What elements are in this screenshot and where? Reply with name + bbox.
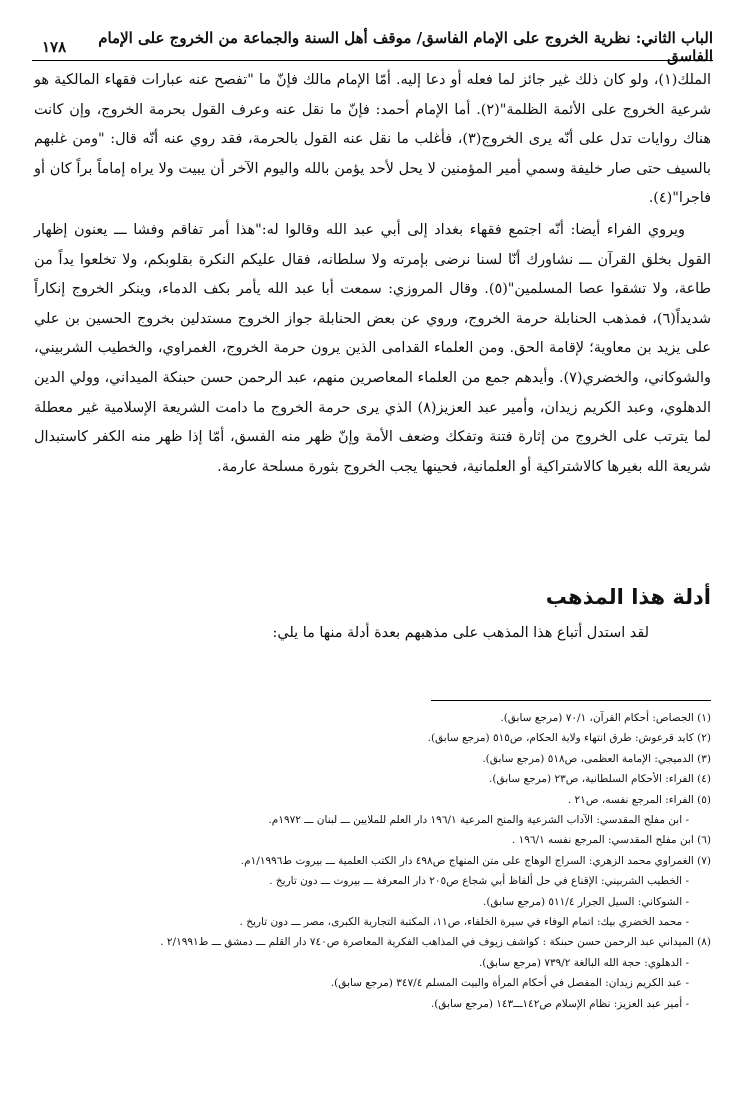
footnote: (٣) الدميجي: الإمامة العظمى، ص٥١٨ (مرجع سابق). [482,752,711,765]
footnote-separator [431,700,711,701]
footnote: (٧) الغمراوي محمد الزهري: السراج الوهاج على متن المنهاج ص٤٩٨ دار الكتب العلمية ـــ بيروت ط١/١٩٩٦م. [240,854,711,867]
footnote: - أمير عبد العزيز: نظام الإسلام ص١٤٢ـــ١٤٣ (مرجع سابق). [430,997,689,1010]
footnote: - الشوكاني: السيل الجرار ٥١١/٤ (مرجع سابق). [483,895,689,908]
running-title: الباب الثاني: نظرية الخروج على الإمام الفاسق/ موقف أهل السنة والجماعة من الخروج على الإمام الفاسق [98,29,713,65]
footnote: - ابن مفلح المقدسي: الآداب الشرعية والمنح المرعية ١٩٦/١ دار العلم للملايين ـــ لبنان ـــ ١٩٧٢م. [268,814,689,827]
footnotes [40,708,711,1014]
paragraph-1: الملك(١)، ولو كان ذلك غير جائز لما فعله أو دعا إليه. أمّا الإمام مالك فإنّ ما "تفصح عنه عبارات فقهاء المالكية هو شرعية الخروج على الأئمة الظلمة"(٢). أما الإمام أحمد: فإنّ ما نقل عنه وعرف القول بحرمة الخروج، وإن كانت هناك روايات تدل على أنّه يرى الخروج(٣)، فأغلب ما نقل عنه القول بالحرمة، فقد روي عنه أنّه قال: "ومن غلبهم بالسيف حتى صار خليفة وسمي أمير المؤمنين لا يحل لأحد يؤمن بالله واليوم الآخر أن يبيت ولا يراه إماماً براً كان أو فاجرا"(٤). [34,72,711,207]
footnote: - الخطيب الشربيني: الإقناع في حل ألفاظ أبي شجاع ص٢٠٥ دار المعرفة ـــ بيروت ـــ دون تاريخ . [269,875,689,888]
section-intro: لقد استدل أتباع هذا المذهب على مذهبهم بعدة أدلة منها ما يلي: [272,625,649,641]
section-heading: أدلة هذا المذهب [545,585,711,609]
footnote: (٥) الفراء: المرجع نفسه، ص٢١ . [567,793,711,806]
footnote: (٦) ابن مفلح المقدسي: المرجع نفسه ١٩٦/١ . [511,834,711,847]
header-rule [32,60,713,61]
footnote: - الدهلوي: حجة الله البالغة ٧٣٩/٢ (مرجع سابق). [478,956,689,969]
page-number: ١٧٨ [42,38,67,56]
body-text [34,66,711,482]
footnote: (١) الجصاص: أحكام القرآن، ٧٠/١ (مرجع سابق). [500,712,711,724]
page-header [32,29,713,65]
paragraph-2: ويروي الفراء أيضا: أنّه اجتمع فقهاء بغداد إلى أبي عبد الله وقالوا له:"هذا أمر تفاقم وفشا ـــ يعنون إظهار القول بخلق القرآن ـــ نشاورك أنّا لسنا نرضى بإمرته ولا سلطانه، فقال عليكم النكرة بقلوبكم، ولا تخلعوا يداً من طاعة، ولا تشقوا عصا المسلمين"(٥). وقال المروزي: سمعت أبا عبد الله يأمر بكف الدماء، وينكر الخروج إنكاراً شديداً(٦)، فمذهب الحنابلة حرمة الخروج، وروي عن بعض الحنابلة جواز الخروج مستدلين بخروج الحسين بن علي على يزيد بن معاوية؛ لإقامة الحق. ومن العلماء القدامى الذين يرون حرمة الخروج، الغمراوي، والخطيب الشربيني، والشوكاني، والخضري(٧). وأيدهم جمع من العلماء المعاصرين منهم، عبد الرحمن حسن حبنكة الميداني، وولي الدين الدهلوي، وعبد الكريم زيدان، وأمير عبد العزيز(٨) الذي يرى حرمة الخروج ما دامت الشريعة الإسلامية غير معطلة لما يترتب على الخروج من إثارة فتنة وتفكك وضعف الأمة وإنّ ظهر منه الفسق، أمّا إذا ظهر منه الكفر كاستبدال شريعة الله بغيرها كالاشتراكية أو العلمانية، فحينها يجب الخروج بثورة مسلحة عارمة. [34,221,711,475]
footnote: - عبد الكريم زيدان: المفصل في أحكام المرأة والبيت المسلم ٣٤٧/٤ (مرجع سابق). [330,977,689,990]
footnote: - محمد الخضري بيك: اتمام الوفاء في سيرة الخلفاء، ص١١، المكتبة التجارية الكبرى، مصر ـــ دون تاريخ . [239,916,689,929]
footnote: (٢) كايد قرعوش: طرق انتهاء ولاية الحكام، ص٥١٥ (مرجع سابق). [427,732,711,745]
footnote: (٤) الفراء: الأحكام السلطانية، ص٢٣ (مرجع سابق). [489,773,711,786]
footnote: (٨) الميداني عبد الرحمن حسن حبنكة : كواشف زيوف في المذاهب الفكرية المعاصرة ص٧٤٠ دار القلم ـــ دمشق ـــ ط٢/١٩٩١ . [160,936,711,949]
